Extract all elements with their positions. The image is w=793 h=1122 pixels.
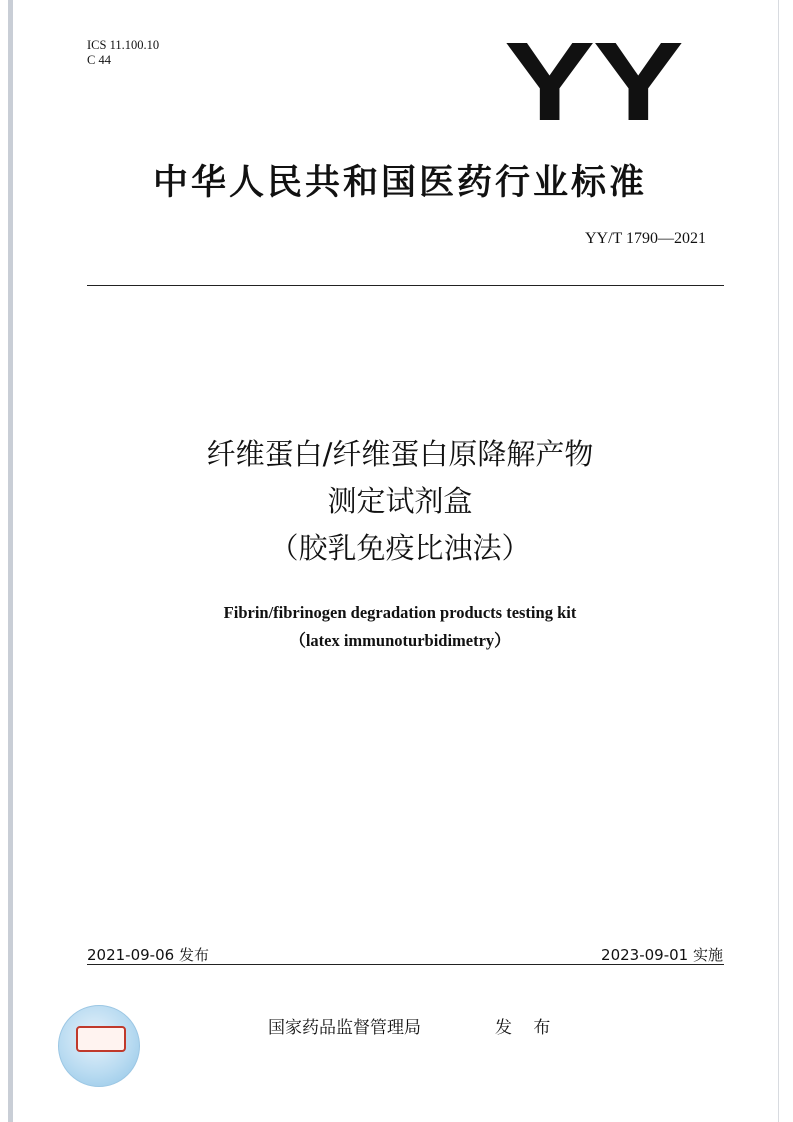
issue-date: 2021-09-06 发布 [87,946,209,964]
en-title-line-2: （latex immunoturbidimetry） [289,631,511,650]
standard-title: 中华人民共和国医药行业标准 [152,163,647,203]
issuer-name: 国家药品监督管理局 [268,1018,421,1038]
anti-counterfeit-seal-icon [58,1005,140,1087]
yy-logo: YY [503,19,681,144]
cn-title-line-1: 纤维蛋白/纤维蛋白原降解产物 [206,437,594,471]
cn-title-line-3: （胶乳免疫比浊法） [269,531,531,565]
header-divider [87,285,724,286]
scan-edge-left [8,0,13,1122]
footer-divider [87,964,724,965]
classification-block [87,38,159,68]
ics-code: ICS 11.100.10 [87,38,160,52]
scan-edge-right [778,0,779,1122]
issuer-action: 发 布 [495,1018,559,1038]
standard-code: YY/T 1790—2021 [584,230,706,247]
implement-date: 2023-09-01 实施 [601,946,723,964]
seal-emblem [76,1026,126,1052]
en-title-line-1: Fibrin/fibrinogen degradation products testing kit [223,603,577,622]
class-code: C 44 [87,53,111,67]
cn-title-line-2: 测定试剂盒 [327,484,473,518]
